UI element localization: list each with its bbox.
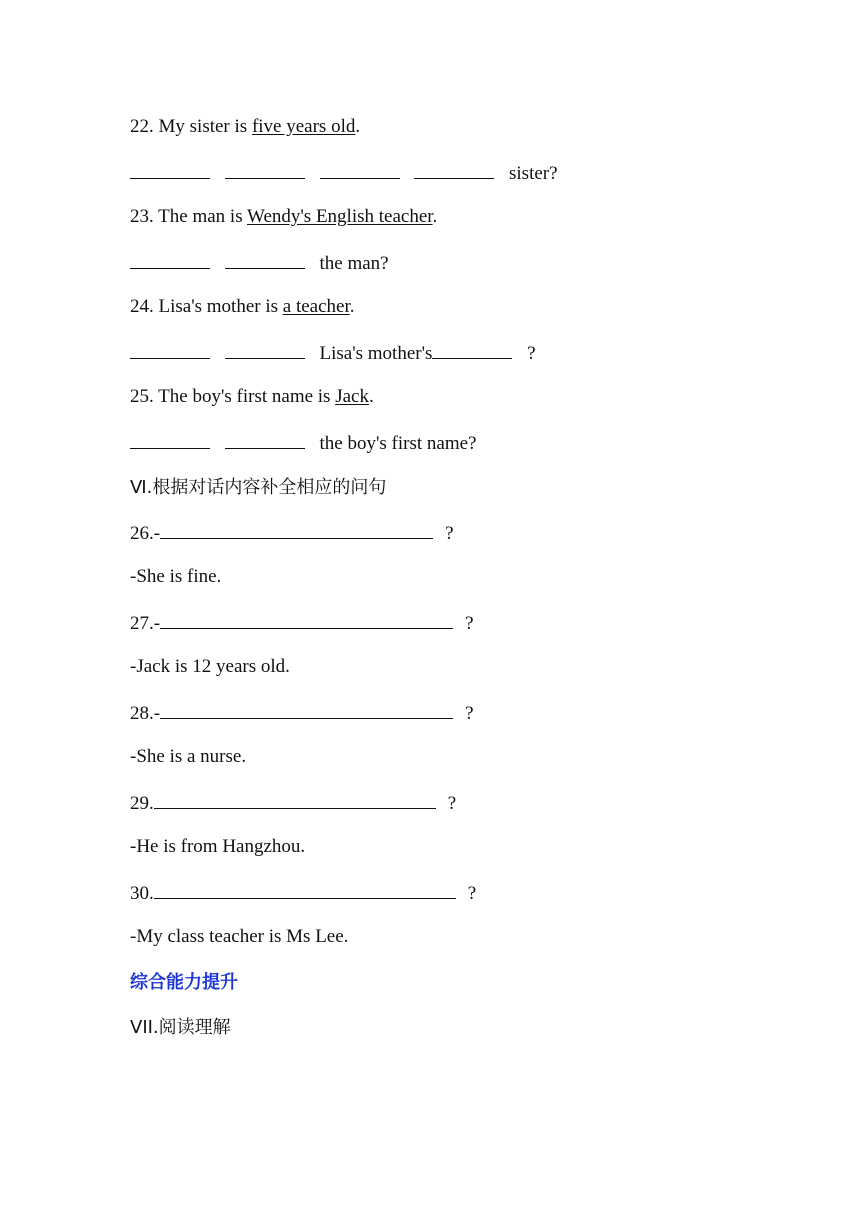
answer-tail-text: sister? — [509, 163, 558, 184]
answer-line-22 — [130, 160, 558, 186]
question-22 — [130, 115, 360, 139]
answer-28: -She is a nurse. — [130, 746, 247, 767]
question-25 — [130, 385, 374, 409]
answer-tail-text: the boy's first name? — [319, 433, 477, 454]
answer-blank[interactable] — [225, 340, 305, 359]
period: . — [368, 386, 374, 407]
answer-blank[interactable] — [130, 340, 210, 359]
answer-blank[interactable] — [130, 430, 210, 449]
question-mark: ? — [445, 523, 454, 544]
question-mark: ? — [465, 613, 474, 634]
answer-mid-text: Lisa's mother's — [319, 343, 433, 364]
answer-blank[interactable] — [154, 790, 436, 809]
section-7-heading — [130, 1016, 231, 1040]
question-mark: ? — [447, 793, 457, 814]
answer-27: -Jack is 12 years old. — [130, 656, 290, 677]
answer-blank[interactable] — [130, 160, 210, 179]
answer-blank[interactable] — [225, 160, 305, 179]
question-prefix: 26.- — [130, 523, 161, 544]
underlined-phrase: a teacher — [282, 296, 350, 317]
question-27 — [130, 610, 474, 636]
period: . — [355, 116, 361, 137]
question-prefix: 30. — [130, 883, 154, 904]
period: . — [349, 296, 355, 317]
question-26 — [130, 520, 454, 546]
answer-tail-text: the man? — [319, 253, 389, 274]
question-text: The boy's first name is — [158, 386, 331, 407]
answer-blank[interactable] — [130, 250, 210, 269]
question-prefix: 28.- — [130, 703, 161, 724]
section-6-heading: Ⅵ.根据对话内容补全相应的问句 — [130, 477, 387, 498]
answer-blank[interactable] — [225, 250, 305, 269]
answer-blank[interactable] — [225, 430, 305, 449]
question-mark: ? — [467, 883, 477, 904]
question-mark: ? — [465, 703, 474, 724]
answer-line-24 — [130, 340, 536, 366]
section-7-heading-text: VII.阅读理解 — [130, 1017, 231, 1038]
answer-line-25 — [130, 430, 476, 456]
question-prefix: 27.- — [130, 613, 161, 634]
answer-blank[interactable] — [320, 160, 400, 179]
answer-blank[interactable] — [432, 340, 512, 359]
question-24 — [130, 295, 355, 319]
question-number: 25. — [130, 386, 154, 407]
answer-blank[interactable] — [160, 610, 453, 629]
question-mark: ? — [527, 343, 536, 364]
section-comprehensive-heading: 综合能力提升 — [130, 972, 238, 993]
answer-30: -My class teacher is Ms Lee. — [130, 926, 349, 947]
answer-blank[interactable] — [154, 880, 456, 899]
underlined-phrase: Wendy's English teacher — [247, 206, 433, 227]
answer-blank[interactable] — [160, 700, 453, 719]
question-28 — [130, 700, 474, 726]
question-number: 23. — [130, 206, 154, 227]
question-29 — [130, 790, 456, 816]
answer-29: -He is from Hangzhou. — [130, 836, 306, 857]
question-text: The man is — [158, 206, 243, 227]
question-text: Lisa's mother is — [158, 296, 279, 317]
question-number: 24. — [130, 296, 154, 317]
question-number: 22. — [130, 116, 154, 137]
answer-line-23 — [130, 250, 389, 276]
answer-blank[interactable] — [414, 160, 494, 179]
answer-blank[interactable] — [160, 520, 433, 539]
question-23 — [130, 205, 437, 229]
underlined-phrase: five years old — [251, 116, 356, 137]
answer-26: -She is fine. — [130, 566, 222, 587]
question-30 — [130, 880, 476, 906]
period: . — [432, 206, 438, 227]
question-text: My sister is — [158, 116, 248, 137]
question-prefix: 29. — [130, 793, 154, 814]
underlined-phrase: Jack — [335, 386, 369, 407]
